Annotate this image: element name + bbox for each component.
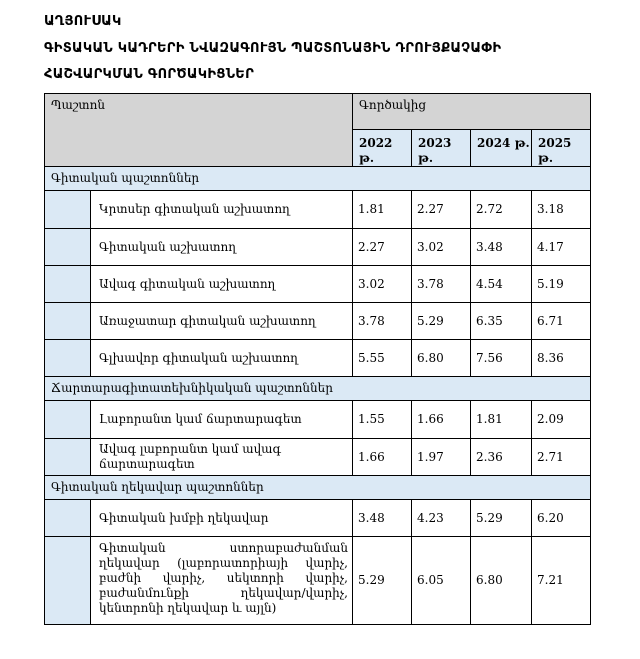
header-year-2025: 2025 թ.: [532, 130, 591, 167]
row-label: Գլխավոր գիտական աշխատող: [91, 340, 353, 377]
value-cell: 5.29: [471, 500, 532, 537]
coefficients-table: [44, 93, 591, 625]
header-position: Պաշտոն: [45, 94, 353, 167]
value-cell: 1.66: [353, 439, 412, 476]
row-label: Գիտական աշխատող: [91, 229, 353, 266]
value-cell: 2.09: [532, 401, 591, 439]
value-cell: 2.27: [353, 229, 412, 266]
value-cell: 6.35: [471, 303, 532, 340]
value-cell: 6.71: [532, 303, 591, 340]
value-cell: 3.02: [412, 229, 471, 266]
value-cell: 6.80: [471, 537, 532, 625]
value-cell: 8.36: [532, 340, 591, 377]
value-cell: 7.56: [471, 340, 532, 377]
header-year-2022: 2022 թ.: [353, 130, 412, 167]
value-cell: 5.19: [532, 266, 591, 303]
value-cell: 3.02: [353, 266, 412, 303]
value-cell: 7.21: [532, 537, 591, 625]
indent-cell: [45, 303, 91, 340]
value-cell: 6.20: [532, 500, 591, 537]
indent-cell: [45, 439, 91, 476]
value-cell: 4.17: [532, 229, 591, 266]
value-cell: 1.81: [353, 191, 412, 229]
value-cell: 1.66: [412, 401, 471, 439]
section-title: Ճարտարագիտատեխնիկական պաշտոններ: [45, 377, 591, 401]
document-title-label: ԱՂՅՈՒՍԱԿ: [44, 14, 122, 29]
row-label: Առաջատար գիտական աշխատող: [91, 303, 353, 340]
indent-cell: [45, 191, 91, 229]
row-label: Գիտական ստորաբաժանման ղեկավար (լաբորատորիայի վարիչ, բաժնի վարիչ, սեկտորի վարիչ, բաժանմունքի ղեկավար/վարիչ, կենտրոնի ղեկավար և այլն): [91, 537, 353, 625]
value-cell: 4.23: [412, 500, 471, 537]
indent-cell: [45, 266, 91, 303]
row-label: Կրտսեր գիտական աշխատող: [91, 191, 353, 229]
indent-cell: [45, 500, 91, 537]
document-title-main: ԳԻՏԱԿԱՆ ԿԱԴՐԵՐԻ ՆՎԱԶԱԳՈՒՅՆ ՊԱՇՏՈՆԱՅԻՆ ԴՐՈՒՅՔԱՉԱՓԻ: [44, 41, 502, 56]
value-cell: 3.78: [353, 303, 412, 340]
value-cell: 3.48: [353, 500, 412, 537]
row-label: Գիտական խմբի ղեկավար: [91, 500, 353, 537]
indent-cell: [45, 340, 91, 377]
value-cell: 3.78: [412, 266, 471, 303]
value-cell: 1.81: [471, 401, 532, 439]
header-year-2024: 2024 թ.: [471, 130, 532, 167]
row-label: Ավագ գիտական աշխատող: [91, 266, 353, 303]
value-cell: 1.97: [412, 439, 471, 476]
header-coefficient: Գործակից: [353, 94, 591, 130]
value-cell: 5.29: [412, 303, 471, 340]
indent-cell: [45, 537, 91, 625]
value-cell: 4.54: [471, 266, 532, 303]
row-label: Ավագ լաբորանտ կամ ավագ ճարտարագետ: [91, 439, 353, 476]
header-year-2023: 2023 թ.: [412, 130, 471, 167]
section-title: Գիտական պաշտոններ: [45, 167, 591, 191]
indent-cell: [45, 229, 91, 266]
value-cell: 2.27: [412, 191, 471, 229]
document-title-sub: ՀԱՇՎԱՐԿՄԱՆ ԳՈՐԾԱԿԻՑՆԵՐ: [44, 67, 255, 82]
value-cell: 3.18: [532, 191, 591, 229]
section-title: Գիտական ղեկավար պաշտոններ: [45, 476, 591, 500]
value-cell: 1.55: [353, 401, 412, 439]
value-cell: 6.05: [412, 537, 471, 625]
indent-cell: [45, 401, 91, 439]
value-cell: 3.48: [471, 229, 532, 266]
row-label: Լաբորանտ կամ ճարտարագետ: [91, 401, 353, 439]
value-cell: 2.71: [532, 439, 591, 476]
value-cell: 2.36: [471, 439, 532, 476]
value-cell: 6.80: [412, 340, 471, 377]
value-cell: 2.72: [471, 191, 532, 229]
value-cell: 5.55: [353, 340, 412, 377]
value-cell: 5.29: [353, 537, 412, 625]
